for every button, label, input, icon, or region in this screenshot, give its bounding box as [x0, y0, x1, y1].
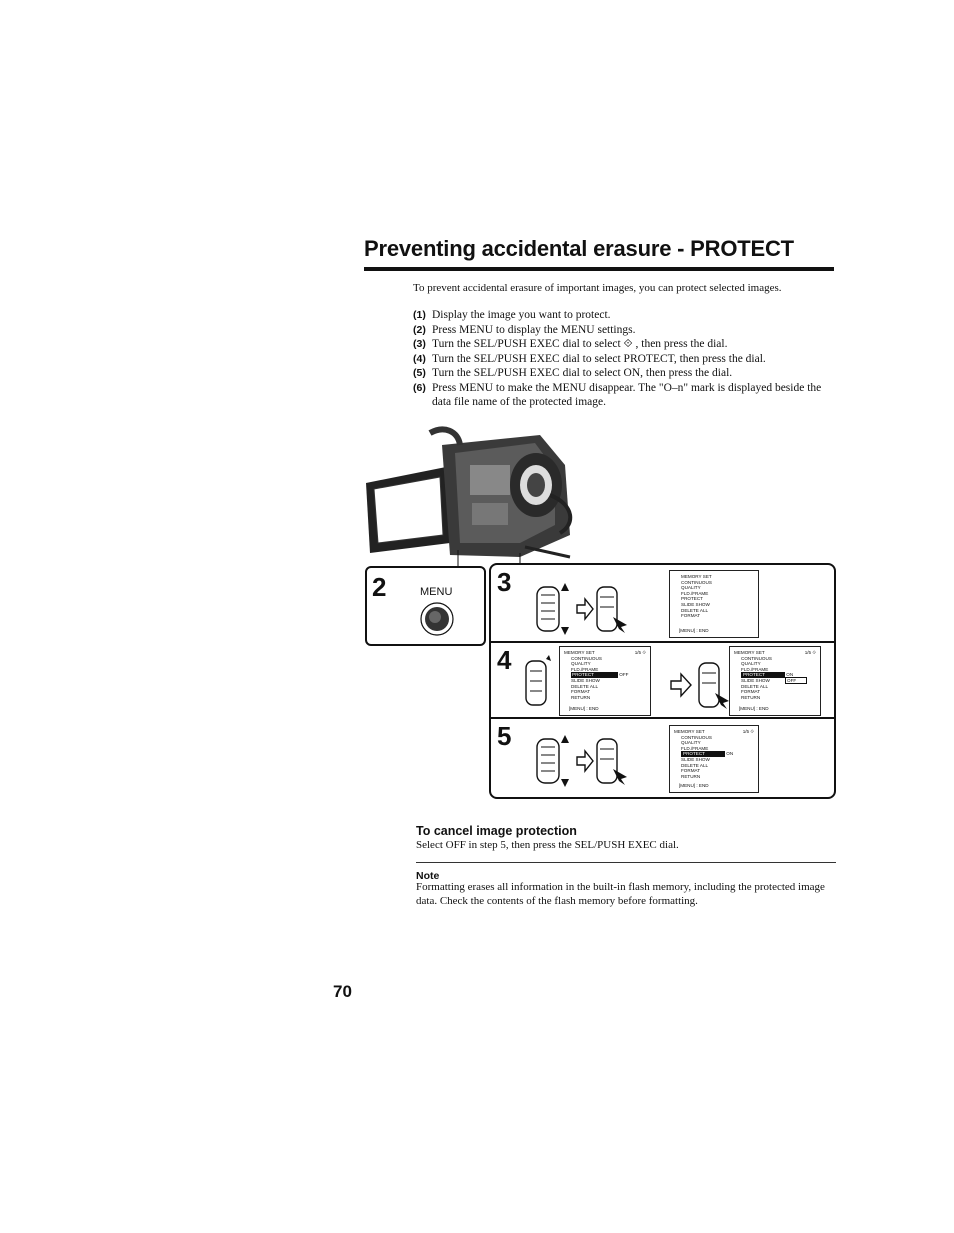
menu-item: CONTINUOUS — [681, 579, 712, 585]
option-on: ON — [786, 672, 794, 678]
menu-screen-step4b — [729, 646, 821, 716]
screen-page: 1/5 ⟐ — [742, 729, 754, 734]
step-1 — [413, 308, 833, 323]
menu-item: SLIDE SHOW — [741, 677, 770, 683]
screen-header: MEMORY SET — [734, 650, 765, 655]
step-text: Turn the SEL/PUSH EXEC dial to select ⟐ , then press the dial. — [432, 338, 728, 350]
menu-button-icon — [420, 602, 454, 636]
menu-item: FLD./FRAME — [571, 666, 599, 672]
divider — [491, 641, 834, 643]
menu-item: FORMAT — [681, 613, 701, 619]
menu-item: FORMAT — [741, 689, 761, 695]
menu-item: QUALITY — [571, 661, 591, 667]
title-underline — [364, 267, 834, 271]
page-number: 70 — [333, 982, 352, 1001]
menu-item: SLIDE SHOW — [571, 677, 600, 683]
steps-3-5-panel — [489, 563, 836, 799]
step-number: (6) — [413, 381, 426, 394]
menu-item: FORMAT — [681, 768, 701, 774]
note-divider — [416, 862, 836, 863]
dial-turn-illustration — [533, 579, 629, 635]
menu-item: RETURN — [741, 694, 761, 700]
menu-item: CONTINUOUS — [741, 655, 772, 661]
intro-text: To prevent accidental erasure of important images, you can protect selected images. — [413, 282, 782, 294]
page-title: Preventing accidental erasure - PROTECT — [364, 236, 794, 261]
menu-item: SLIDE SHOW — [681, 756, 710, 762]
step-text: Turn the SEL/PUSH EXEC dial to select PROTECT, then press the dial. — [432, 352, 766, 365]
screen-header: MEMORY SET — [564, 650, 595, 655]
camcorder-illustration — [360, 425, 590, 575]
note-heading: Note — [416, 870, 440, 882]
menu-item: QUALITY — [741, 661, 761, 667]
step-6 — [413, 381, 833, 410]
step-5 — [413, 366, 833, 381]
menu-item: CONTINUOUS — [571, 655, 602, 661]
option-off: OFF — [619, 672, 629, 678]
menu-button-label: MENU — [420, 586, 453, 598]
note-text: Formatting erases all information in the built-in flash memory, including the protected image data. Check the contents of the flash memory before formatting. — [416, 881, 825, 907]
screen-header: MEMORY SET — [674, 729, 705, 734]
menu-item-selected: PROTECT — [681, 751, 725, 757]
dial-turn-illustration — [533, 731, 629, 787]
menu-item: FLD./FRAME — [681, 745, 709, 751]
menu-item: DELETE ALL — [681, 762, 709, 768]
menu-screen-step3 — [669, 570, 759, 638]
step-4-label: 4 — [497, 645, 512, 675]
menu-item-selected: PROTECT — [571, 672, 618, 678]
step-2 — [413, 323, 833, 338]
screen-footer: [MENU] : END — [679, 783, 709, 789]
menu-screen-step5 — [669, 725, 759, 793]
dial-press-illustration — [667, 655, 733, 711]
step-2-label: 2 — [372, 572, 387, 602]
menu-item: FORMAT — [571, 689, 591, 695]
menu-item-selected: PROTECT — [741, 672, 785, 678]
step-list — [413, 308, 833, 410]
screen-page: 1/5 ⟐ — [804, 650, 816, 655]
menu-item: PROTECT — [681, 596, 703, 602]
menu-item: CONTINUOUS — [681, 734, 712, 740]
step-text: Press MENU to display the MENU settings. — [432, 323, 636, 336]
menu-screen-step4a — [559, 646, 651, 716]
option-off-selected: OFF — [785, 677, 807, 684]
screen-footer: [MENU] : END — [569, 706, 599, 712]
menu-item: QUALITY — [681, 740, 701, 746]
cancel-text: Select OFF in step 5, then press the SEL/PUSH EXEC dial. — [416, 839, 679, 851]
menu-item: DELETE ALL — [681, 607, 709, 613]
step-text: Display the image you want to protect. — [432, 309, 611, 321]
menu-item: RETURN — [571, 694, 591, 700]
step-5-label: 5 — [497, 721, 512, 751]
screen-page: 1/5 ⟐ — [634, 650, 646, 655]
step-text: Press MENU to make the MENU disappear. The "O–n" mark is displayed beside the data file name of the protected image. — [432, 381, 822, 408]
menu-item: DELETE ALL — [571, 683, 599, 689]
menu-item: FLD./FRAME — [741, 666, 769, 672]
step-text: Turn the SEL/PUSH EXEC dial to select ON, then press the dial. — [432, 367, 733, 379]
step-2-panel — [365, 566, 486, 646]
menu-item: FLD./FRAME — [681, 590, 709, 596]
menu-item: DELETE ALL — [741, 683, 769, 689]
menu-item: SLIDE SHOW — [681, 601, 710, 607]
menu-item: RETURN — [681, 773, 701, 779]
step-number: (3) — [413, 338, 426, 350]
step-3 — [413, 337, 833, 352]
screen-footer: [MENU] : END — [679, 628, 709, 634]
screen-footer: [MENU] : END — [739, 706, 769, 712]
step-4 — [413, 352, 833, 367]
step-number: (5) — [413, 367, 426, 379]
step-number: (4) — [413, 352, 426, 365]
divider — [491, 717, 834, 719]
dial-turn-icon — [523, 655, 551, 711]
step-number: (1) — [413, 309, 426, 321]
menu-item: QUALITY — [681, 585, 701, 591]
cancel-heading: To cancel image protection — [416, 824, 577, 838]
option-on: ON — [726, 751, 734, 757]
screen-header: MEMORY SET — [681, 574, 712, 579]
step-3-label: 3 — [497, 567, 512, 597]
step-number: (2) — [413, 323, 426, 336]
